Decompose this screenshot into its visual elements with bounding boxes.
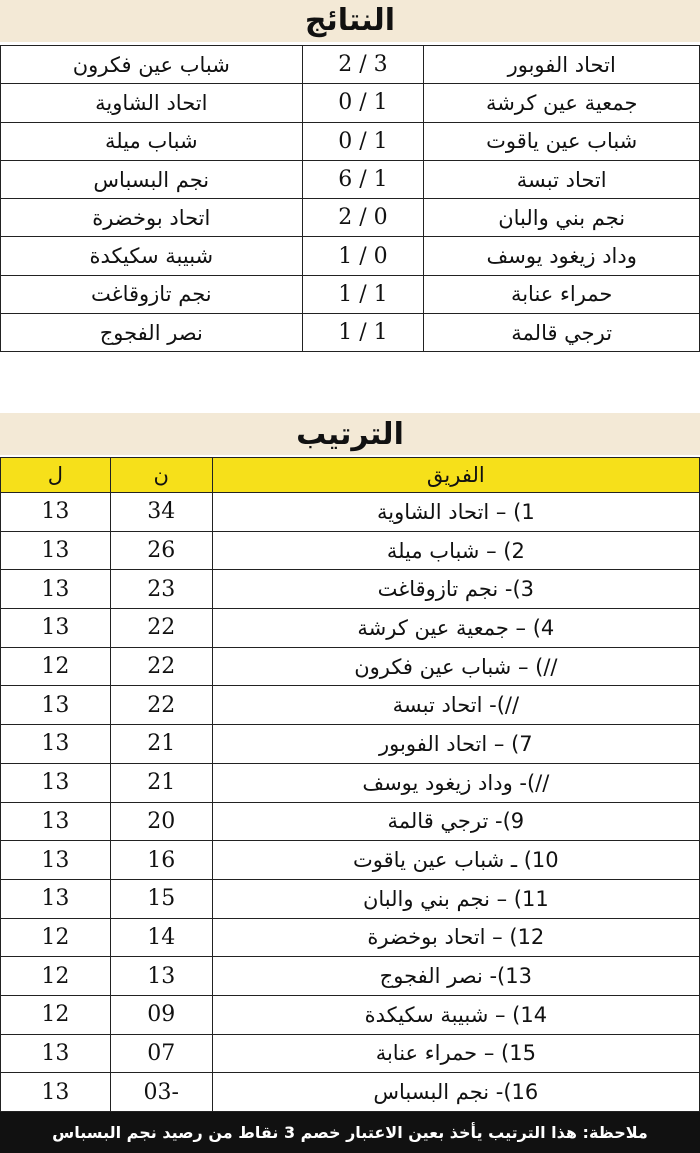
home-team: اتحاد الفوبور bbox=[424, 46, 700, 84]
match-score: 0 / 1 bbox=[302, 84, 424, 122]
header-team: الفريق bbox=[212, 458, 699, 493]
team-points: 26 bbox=[110, 531, 212, 570]
games-played: 13 bbox=[1, 725, 111, 764]
team-name: 3)- نجم تازوقاغت bbox=[212, 570, 699, 609]
standings-row bbox=[1, 493, 700, 532]
team-points: 07 bbox=[110, 1034, 212, 1073]
team-name: 15) – حمراء عنابة bbox=[212, 1034, 699, 1073]
standings-title: الترتيب bbox=[0, 413, 700, 455]
away-team: اتحاد بوخضرة bbox=[1, 199, 303, 237]
match-row bbox=[1, 160, 700, 198]
team-name: 16)- نجم البسباس bbox=[212, 1073, 699, 1112]
team-name: 9)- ترجي قالمة bbox=[212, 802, 699, 841]
team-name: 10) ـ شباب عين ياقوت bbox=[212, 841, 699, 880]
match-row bbox=[1, 199, 700, 237]
games-played: 13 bbox=[1, 570, 111, 609]
standings-row bbox=[1, 763, 700, 802]
team-name: //) – شباب عين فكرون bbox=[212, 647, 699, 686]
away-team: شباب ميلة bbox=[1, 122, 303, 160]
games-played: 13 bbox=[1, 686, 111, 725]
team-points: 09 bbox=[110, 995, 212, 1034]
home-team: جمعية عين كرشة bbox=[424, 84, 700, 122]
standings-row bbox=[1, 609, 700, 648]
team-points: 20 bbox=[110, 802, 212, 841]
standings-row bbox=[1, 802, 700, 841]
team-name: 11) – نجم بني والبان bbox=[212, 879, 699, 918]
match-row bbox=[1, 237, 700, 275]
standings-row bbox=[1, 570, 700, 609]
home-team: اتحاد تبسة bbox=[424, 160, 700, 198]
team-points: 21 bbox=[110, 725, 212, 764]
match-row bbox=[1, 314, 700, 352]
standings-row bbox=[1, 879, 700, 918]
games-played: 12 bbox=[1, 647, 111, 686]
team-points: 23 bbox=[110, 570, 212, 609]
team-points: 14 bbox=[110, 918, 212, 957]
away-team: شبيبة سكيكدة bbox=[1, 237, 303, 275]
home-team: حمراء عنابة bbox=[424, 275, 700, 313]
team-name: 12) – اتحاد بوخضرة bbox=[212, 918, 699, 957]
team-points: -03 bbox=[110, 1073, 212, 1112]
header-played: ل bbox=[1, 458, 111, 493]
away-team: شباب عين فكرون bbox=[1, 46, 303, 84]
standings-row bbox=[1, 841, 700, 880]
games-played: 13 bbox=[1, 879, 111, 918]
match-row bbox=[1, 84, 700, 122]
team-name: //)- اتحاد تبسة bbox=[212, 686, 699, 725]
team-name: 2) – شباب ميلة bbox=[212, 531, 699, 570]
team-points: 22 bbox=[110, 647, 212, 686]
standings-row bbox=[1, 1073, 700, 1112]
home-team: شباب عين ياقوت bbox=[424, 122, 700, 160]
team-points: 22 bbox=[110, 686, 212, 725]
team-name: 1) – اتحاد الشاوية bbox=[212, 493, 699, 532]
games-played: 13 bbox=[1, 493, 111, 532]
home-team: ترجي قالمة bbox=[424, 314, 700, 352]
games-played: 13 bbox=[1, 1034, 111, 1073]
games-played: 13 bbox=[1, 763, 111, 802]
match-row bbox=[1, 122, 700, 160]
standings-row bbox=[1, 995, 700, 1034]
match-score: 1 / 1 bbox=[302, 314, 424, 352]
match-score: 6 / 1 bbox=[302, 160, 424, 198]
standings-row bbox=[1, 686, 700, 725]
standings-row bbox=[1, 957, 700, 996]
games-played: 12 bbox=[1, 995, 111, 1034]
games-played: 13 bbox=[1, 841, 111, 880]
standings-header-row bbox=[1, 458, 700, 493]
standings-table bbox=[0, 457, 700, 1112]
team-points: 34 bbox=[110, 493, 212, 532]
games-played: 13 bbox=[1, 1073, 111, 1112]
match-score: 1 / 0 bbox=[302, 237, 424, 275]
standings-row bbox=[1, 647, 700, 686]
team-points: 13 bbox=[110, 957, 212, 996]
team-name: //)- وداد زيغود يوسف bbox=[212, 763, 699, 802]
games-played: 12 bbox=[1, 918, 111, 957]
games-played: 13 bbox=[1, 609, 111, 648]
team-points: 21 bbox=[110, 763, 212, 802]
team-points: 15 bbox=[110, 879, 212, 918]
standings-row bbox=[1, 918, 700, 957]
match-score: 2 / 0 bbox=[302, 199, 424, 237]
match-row bbox=[1, 275, 700, 313]
match-score: 2 / 3 bbox=[302, 46, 424, 84]
match-score: 0 / 1 bbox=[302, 122, 424, 160]
standings-row bbox=[1, 1034, 700, 1073]
header-points: ن bbox=[110, 458, 212, 493]
team-points: 22 bbox=[110, 609, 212, 648]
team-name: 4) – جمعية عين كرشة bbox=[212, 609, 699, 648]
games-played: 13 bbox=[1, 802, 111, 841]
away-team: اتحاد الشاوية bbox=[1, 84, 303, 122]
games-played: 12 bbox=[1, 957, 111, 996]
note-bar: ملاحظة: هذا الترتيب يأخذ بعين الاعتبار خصم 3 نقاط من رصيد نجم البسباس bbox=[0, 1112, 700, 1153]
home-team: وداد زيغود يوسف bbox=[424, 237, 700, 275]
standings-row bbox=[1, 531, 700, 570]
match-row bbox=[1, 46, 700, 84]
away-team: نجم تازوقاغت bbox=[1, 275, 303, 313]
standings-row bbox=[1, 725, 700, 764]
games-played: 13 bbox=[1, 531, 111, 570]
results-table bbox=[0, 45, 700, 352]
team-name: 14) – شبيبة سكيكدة bbox=[212, 995, 699, 1034]
match-score: 1 / 1 bbox=[302, 275, 424, 313]
home-team: نجم بني والبان bbox=[424, 199, 700, 237]
team-points: 16 bbox=[110, 841, 212, 880]
away-team: نجم البسباس bbox=[1, 160, 303, 198]
team-name: 7) – اتحاد الفوبور bbox=[212, 725, 699, 764]
team-name: 13)- نصر الفجوج bbox=[212, 957, 699, 996]
away-team: نصر الفجوج bbox=[1, 314, 303, 352]
results-title: النتائج bbox=[0, 0, 700, 42]
